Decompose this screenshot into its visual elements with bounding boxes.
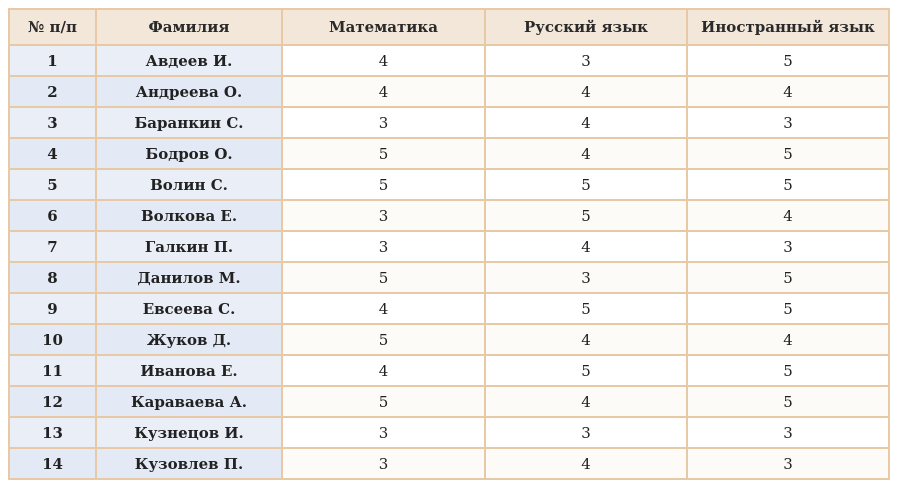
header-number: № п/п: [9, 9, 96, 45]
surname-cell: Баранкин С.: [96, 107, 282, 138]
surname-cell: Бодров О.: [96, 138, 282, 169]
surname-cell: Авдеев И.: [96, 45, 282, 76]
row-number-cell: 8: [9, 262, 96, 293]
row-number-cell: 10: [9, 324, 96, 355]
foreign-grade-cell: 3: [687, 417, 889, 448]
math-grade-cell: 5: [282, 262, 485, 293]
foreign-grade-cell: 5: [687, 293, 889, 324]
surname-cell: Волкова Е.: [96, 200, 282, 231]
foreign-grade-cell: 5: [687, 262, 889, 293]
russian-grade-cell: 3: [485, 262, 687, 293]
math-grade-cell: 4: [282, 45, 485, 76]
math-grade-cell: 3: [282, 417, 485, 448]
table-row: [9, 386, 889, 417]
row-number-cell: 5: [9, 169, 96, 200]
row-number-cell: 2: [9, 76, 96, 107]
table-row: [9, 262, 889, 293]
russian-grade-cell: 4: [485, 448, 687, 479]
math-grade-cell: 4: [282, 76, 485, 107]
foreign-grade-cell: 4: [687, 76, 889, 107]
header-foreign-language: Иностранный язык: [687, 9, 889, 45]
table-row: [9, 107, 889, 138]
surname-cell: Евсеева С.: [96, 293, 282, 324]
foreign-grade-cell: 3: [687, 231, 889, 262]
math-grade-cell: 3: [282, 200, 485, 231]
math-grade-cell: 4: [282, 355, 485, 386]
foreign-grade-cell: 5: [687, 386, 889, 417]
math-grade-cell: 4: [282, 293, 485, 324]
math-grade-cell: 5: [282, 324, 485, 355]
russian-grade-cell: 5: [485, 293, 687, 324]
row-number-cell: 9: [9, 293, 96, 324]
russian-grade-cell: 5: [485, 169, 687, 200]
math-grade-cell: 5: [282, 138, 485, 169]
foreign-grade-cell: 5: [687, 169, 889, 200]
surname-cell: Караваева А.: [96, 386, 282, 417]
math-grade-cell: 3: [282, 448, 485, 479]
math-grade-cell: 3: [282, 231, 485, 262]
russian-grade-cell: 5: [485, 355, 687, 386]
foreign-grade-cell: 4: [687, 324, 889, 355]
russian-grade-cell: 4: [485, 231, 687, 262]
surname-cell: Андреева О.: [96, 76, 282, 107]
foreign-grade-cell: 5: [687, 355, 889, 386]
russian-grade-cell: 4: [485, 76, 687, 107]
table-row: [9, 448, 889, 479]
russian-grade-cell: 3: [485, 45, 687, 76]
grades-table: [8, 8, 890, 480]
table-row: [9, 169, 889, 200]
table-row: [9, 231, 889, 262]
surname-cell: Волин С.: [96, 169, 282, 200]
surname-cell: Жуков Д.: [96, 324, 282, 355]
foreign-grade-cell: 5: [687, 138, 889, 169]
foreign-grade-cell: 4: [687, 200, 889, 231]
row-number-cell: 13: [9, 417, 96, 448]
row-number-cell: 14: [9, 448, 96, 479]
russian-grade-cell: 5: [485, 200, 687, 231]
row-number-cell: 12: [9, 386, 96, 417]
surname-cell: Данилов М.: [96, 262, 282, 293]
surname-cell: Иванова Е.: [96, 355, 282, 386]
table-row: [9, 76, 889, 107]
table-row: [9, 324, 889, 355]
header-surname: Фамилия: [96, 9, 282, 45]
table-row: [9, 45, 889, 76]
header-row: [9, 9, 889, 45]
surname-cell: Галкин П.: [96, 231, 282, 262]
table-header: [9, 9, 889, 45]
russian-grade-cell: 4: [485, 138, 687, 169]
table-row: [9, 355, 889, 386]
math-grade-cell: 3: [282, 107, 485, 138]
russian-grade-cell: 4: [485, 386, 687, 417]
surname-cell: Кузнецов И.: [96, 417, 282, 448]
foreign-grade-cell: 5: [687, 45, 889, 76]
row-number-cell: 4: [9, 138, 96, 169]
table-body: [9, 45, 889, 479]
table-row: [9, 200, 889, 231]
table-row: [9, 138, 889, 169]
row-number-cell: 6: [9, 200, 96, 231]
russian-grade-cell: 4: [485, 107, 687, 138]
row-number-cell: 3: [9, 107, 96, 138]
russian-grade-cell: 4: [485, 324, 687, 355]
foreign-grade-cell: 3: [687, 107, 889, 138]
table-row: [9, 293, 889, 324]
table-row: [9, 417, 889, 448]
math-grade-cell: 5: [282, 169, 485, 200]
foreign-grade-cell: 3: [687, 448, 889, 479]
russian-grade-cell: 3: [485, 417, 687, 448]
row-number-cell: 1: [9, 45, 96, 76]
row-number-cell: 7: [9, 231, 96, 262]
header-russian: Русский язык: [485, 9, 687, 45]
surname-cell: Кузовлев П.: [96, 448, 282, 479]
math-grade-cell: 5: [282, 386, 485, 417]
header-math: Математика: [282, 9, 485, 45]
row-number-cell: 11: [9, 355, 96, 386]
